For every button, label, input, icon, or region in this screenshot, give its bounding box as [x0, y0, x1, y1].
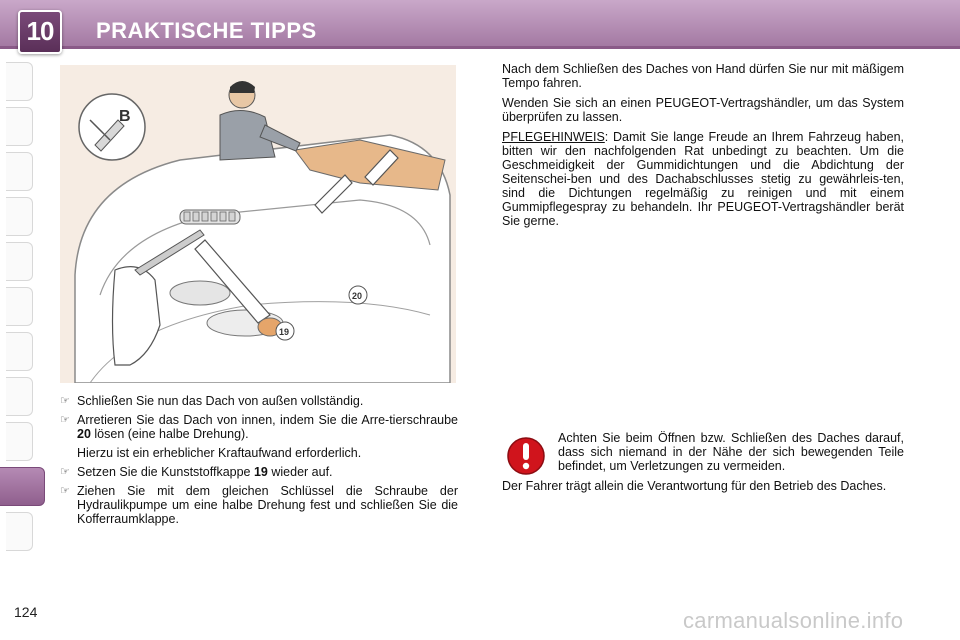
paragraph: Nach dem Schließen des Daches von Hand dürfen Sie nur mit mäßigem Tempo fahren. — [502, 62, 904, 90]
list-item: ☞ Setzen Sie die Kunststoffkappe 19 wieder auf. — [60, 465, 333, 479]
chapter-tab[interactable] — [6, 242, 33, 281]
chapter-tab-active[interactable] — [0, 467, 45, 506]
detail-label-b: B — [119, 108, 131, 125]
warning-box — [502, 431, 904, 493]
instruction-list — [60, 394, 458, 531]
page-title: PRAKTISCHE TIPPS — [96, 18, 317, 43]
callout-20: 20 — [352, 291, 363, 301]
pointing-hand-icon: ☞ — [60, 466, 70, 478]
warning-text: Achten Sie beim Öffnen bzw. Schließen des Daches darauf, dass sich niemand in der Nähe der sich bewegenden Teile befindet, um Verletzungen zu vermeiden. — [558, 431, 904, 473]
chapter-tab[interactable] — [6, 287, 33, 326]
chapter-tab[interactable] — [6, 152, 33, 191]
chapter-tab[interactable] — [6, 107, 33, 146]
driver-note: Der Fahrer trägt allein die Verantwortung für den Betrieb des Daches. — [502, 479, 887, 493]
pointing-hand-icon: ☞ — [60, 485, 70, 497]
pointing-hand-icon: ☞ — [60, 414, 70, 426]
header-divider — [0, 46, 960, 49]
list-note: Hierzu ist ein erheblicher Kraftaufwand erforderlich. — [77, 446, 362, 460]
care-paragraph: PFLEGEHINWEIS: Damit Sie lange Freude an Ihrem Fahrzeug haben, bitten wir den nachfolgenden Rat unbedingt zu beachten. Um die Geschmeidigkeit der Gummidichtungen und die Abdichtung der Seitenschei-ben und des Dachabschlusses stetig zu gewährleis-ten, sind die Dichtungen regelmäßig zu reinigen und mit einem Gummipflegespray zu behandeln. Ihr PEUGEOT-Vertragshändler berät Sie gerne. — [502, 130, 904, 228]
paragraph: Wenden Sie sich an einen PEUGEOT-Vertragshändler, um das System überprüfen zu lassen. — [502, 96, 904, 124]
roof-illustration — [60, 65, 456, 383]
chapter-tab[interactable] — [6, 62, 33, 101]
chapter-tab[interactable] — [6, 332, 33, 371]
list-item: ☞ Ziehen Sie mit dem gleichen Schlüssel die Schraube der Hydraulikpumpe um eine halbe Drehung fest und schließen Sie die Kofferraumklappe. — [60, 484, 458, 526]
list-item: ☞ Schließen Sie nun das Dach von außen vollständig. — [60, 394, 364, 408]
callout-19: 19 — [279, 327, 290, 337]
chapter-number: 10 — [26, 16, 54, 46]
chapter-tab[interactable] — [6, 197, 33, 236]
pointing-hand-icon: ☞ — [60, 395, 70, 407]
page-number: 124 — [14, 604, 38, 620]
chapter-tabs — [0, 62, 34, 577]
list-item: ☞ Arretieren Sie das Dach von innen, indem Sie die Arre-tierschraube 20 lösen (eine halbe Drehung). — [60, 413, 458, 441]
chapter-tab[interactable] — [6, 422, 33, 461]
chapter-tab[interactable] — [6, 377, 33, 416]
info-column — [502, 62, 904, 234]
roof-illustration-drawing — [60, 65, 456, 383]
chapter-tab[interactable] — [6, 512, 33, 551]
care-label: PFLEGEHINWEIS — [502, 130, 605, 144]
watermark: carmanualsonline.info — [683, 608, 904, 633]
exclamation-icon — [506, 436, 546, 476]
